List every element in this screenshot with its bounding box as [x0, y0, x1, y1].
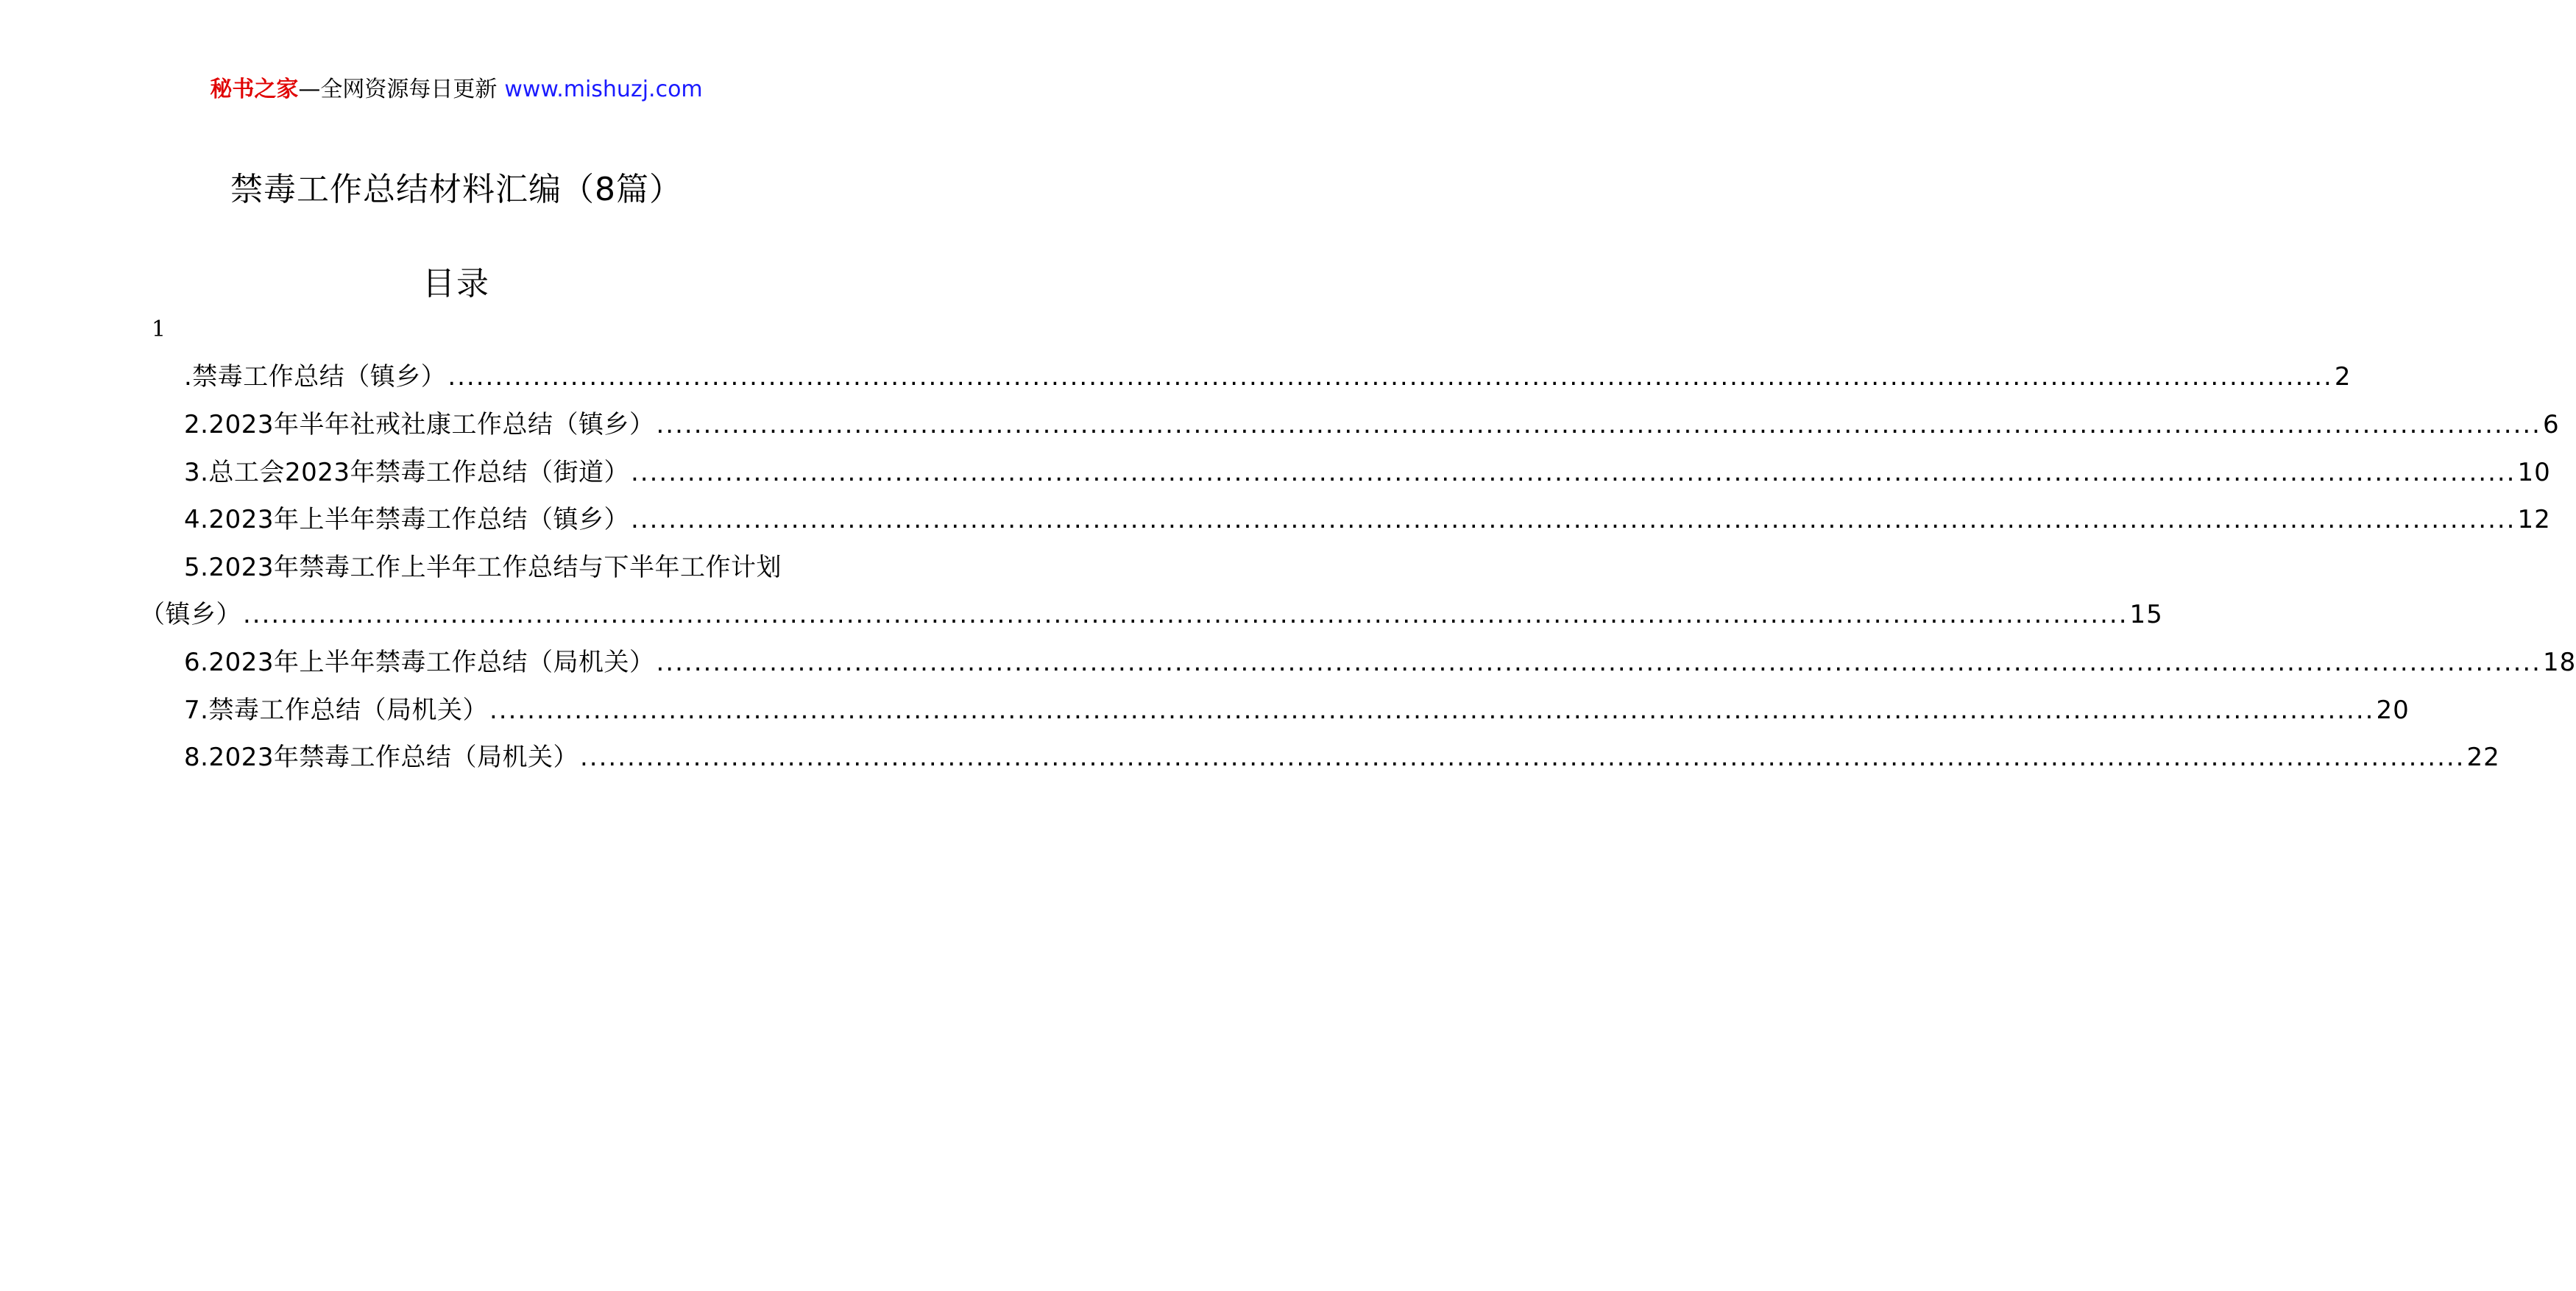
- toc-entry[interactable]: [184, 694, 2410, 726]
- brand-name: 秘书之家: [210, 77, 299, 102]
- toc-leader-dots: ........................................................................................................................................................................................................: [489, 696, 2375, 725]
- toc-entry-label: 2.2023年半年社戒社康工作总结（镇乡）: [184, 410, 655, 439]
- toc-entry-label: 8.2023年禁毒工作总结（局机关）: [184, 743, 578, 772]
- toc-entry-label: 3.总工会2023年禁毒工作总结（街道）: [184, 458, 629, 487]
- toc-entry-label: .禁毒工作总结（镇乡）: [184, 362, 447, 392]
- header-tagline: —全网资源每日更新: [298, 77, 498, 102]
- toc-leader-dots: ........................................................................................................................................................................................................: [447, 362, 2333, 392]
- toc-entry[interactable]: [184, 741, 2500, 774]
- toc-entry[interactable]: [184, 646, 2576, 679]
- toc-leader-dots: ........................................................................................................................................................................................................: [630, 458, 2516, 487]
- toc-entry-label: 5.2023年禁毒工作上半年工作总结与下半年工作计划: [184, 553, 782, 582]
- toc-leader-dots: ........................................................................................................................................................................................................: [630, 505, 2516, 534]
- toc-entry-label: （镇乡）: [140, 600, 241, 629]
- toc-leader-dots: ........................................................................................................................................................................................................: [579, 743, 2466, 772]
- toc-entry[interactable]: [184, 551, 782, 584]
- toc-entry[interactable]: [184, 456, 2551, 489]
- toc-entry-continuation[interactable]: [140, 598, 2163, 631]
- toc-entry-label: 4.2023年上半年禁毒工作总结（镇乡）: [184, 505, 629, 534]
- toc-entry-label: 7.禁毒工作总结（局机关）: [184, 696, 488, 725]
- toc-entry-label: 6.2023年上半年禁毒工作总结（局机关）: [184, 648, 655, 677]
- toc-entry-page: 2: [2334, 362, 2352, 392]
- toc-leader-dots: ........................................................................................................................................................................................................: [656, 648, 2541, 677]
- toc-entry[interactable]: [184, 408, 2560, 441]
- toc-entry-page: 10: [2517, 458, 2551, 487]
- toc-entry-page: 20: [2376, 696, 2410, 725]
- page-number-marker: 1: [152, 316, 166, 342]
- toc-entry[interactable]: [184, 503, 2551, 536]
- document-title: 禁毒工作总结材料汇编（8篇）: [230, 171, 682, 208]
- toc-entry-page: 22: [2466, 743, 2500, 772]
- toc-entry-page: 15: [2129, 600, 2163, 629]
- toc-entry-page: 6: [2543, 410, 2560, 439]
- site-url-link[interactable]: www.mishuzj.com: [504, 77, 703, 102]
- toc-leader-dots: ........................................................................................................................................................................................................: [656, 410, 2541, 439]
- site-header: [0, 74, 913, 106]
- toc-heading: 目录: [422, 265, 490, 303]
- toc-entry-page: 18: [2543, 648, 2576, 677]
- toc-entry-page: 12: [2517, 505, 2551, 534]
- toc-entry[interactable]: [184, 361, 2352, 393]
- toc-leader-dots: ........................................................................................................................................................................................................: [243, 600, 2129, 629]
